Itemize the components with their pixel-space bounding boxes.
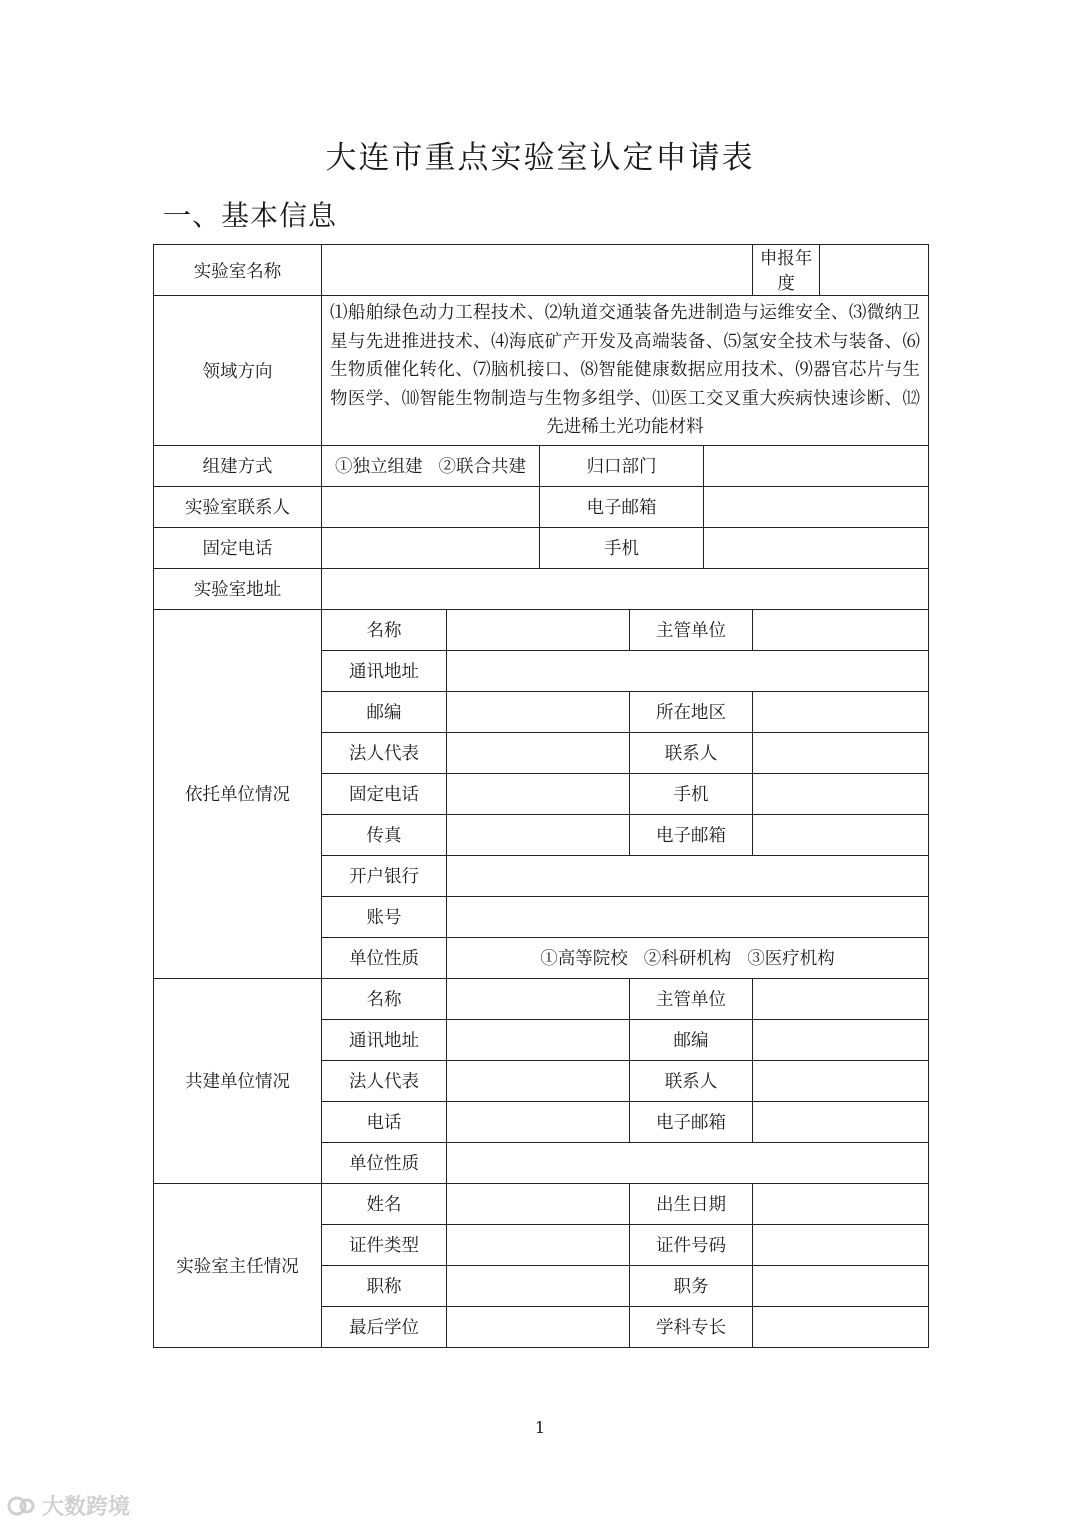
input-cobuild-phone[interactable] [447, 1101, 630, 1142]
label-host-postcode: 邮编 [322, 691, 447, 732]
input-host-name[interactable] [447, 609, 630, 650]
option-independent[interactable]: ①独立组建 [335, 457, 423, 477]
input-director-degree[interactable] [447, 1306, 630, 1347]
input-cobuild-email[interactable] [753, 1101, 929, 1142]
label-dept: 归口部门 [540, 445, 704, 486]
label-director-title: 职称 [322, 1265, 447, 1306]
label-host-bank: 开户银行 [322, 855, 447, 896]
label-host-email: 电子邮箱 [630, 814, 753, 855]
label-host-section: 依托单位情况 [154, 609, 322, 978]
host-nature-options [447, 937, 929, 978]
label-lab-contact: 实验室联系人 [154, 486, 322, 527]
label-cobuild-email: 电子邮箱 [630, 1101, 753, 1142]
label-host-phone: 固定电话 [322, 773, 447, 814]
label-email: 电子邮箱 [540, 486, 704, 527]
label-cobuild-name: 名称 [322, 978, 447, 1019]
label-director-id-number: 证件号码 [630, 1224, 753, 1265]
label-cobuild-legal-rep: 法人代表 [322, 1060, 447, 1101]
input-host-phone[interactable] [447, 773, 630, 814]
label-cobuild-authority: 主管单位 [630, 978, 753, 1019]
input-dept[interactable] [704, 445, 929, 486]
label-host-fax: 传真 [322, 814, 447, 855]
input-director-id-number[interactable] [753, 1224, 929, 1265]
input-phone[interactable] [322, 527, 540, 568]
label-host-name: 名称 [322, 609, 447, 650]
input-host-account[interactable] [447, 896, 929, 937]
input-host-address[interactable] [447, 650, 929, 691]
input-cobuild-postcode[interactable] [753, 1019, 929, 1060]
input-email[interactable] [704, 486, 929, 527]
label-lab-name: 实验室名称 [154, 245, 322, 296]
watermark [6, 1490, 130, 1521]
section-heading: 一、基本信息 [163, 199, 338, 232]
build-mode-options [322, 445, 540, 486]
watermark-text: 大数跨境 [42, 1495, 131, 1520]
option-medical-institution[interactable]: ③医疗机构 [747, 949, 835, 969]
option-research-institute[interactable]: ②科研机构 [643, 949, 732, 969]
label-cobuild-contact: 联系人 [630, 1060, 753, 1101]
label-host-legal-rep: 法人代表 [322, 732, 447, 773]
input-host-bank[interactable] [447, 855, 929, 896]
label-director-name: 姓名 [322, 1183, 447, 1224]
option-university[interactable]: ①高等院校 [540, 949, 628, 969]
input-host-authority[interactable] [753, 609, 929, 650]
input-lab-contact[interactable] [322, 486, 540, 527]
label-phone: 固定电话 [154, 527, 322, 568]
input-host-legal-rep[interactable] [447, 732, 630, 773]
watermark-logo-icon [6, 1495, 36, 1517]
page-number: 1 [534, 1418, 546, 1437]
label-cobuild-address: 通讯地址 [322, 1019, 447, 1060]
label-host-address: 通讯地址 [322, 650, 447, 691]
label-host-nature: 单位性质 [322, 937, 447, 978]
input-lab-name[interactable] [322, 245, 753, 296]
label-host-region: 所在地区 [630, 691, 753, 732]
input-cobuild-address[interactable] [447, 1019, 630, 1060]
option-joint[interactable]: ②联合共建 [438, 457, 526, 477]
input-cobuild-nature[interactable] [447, 1142, 929, 1183]
input-director-position[interactable] [753, 1265, 929, 1306]
label-report-year: 申报年度 [753, 245, 820, 296]
label-director-birth: 出生日期 [630, 1183, 753, 1224]
field-direction-options: ⑴船舶绿色动力工程技术、⑵轨道交通装备先进制造与运维安全、⑶微纳卫星与先进推进技术、⑷海底矿产开发及高端装备、⑸氢安全技术与装备、⑹生物质催化转化、⑺脑机接口、⑻智能健康数据应用技术、⑼器官芯片与生物医学、⑽智能生物制造与生物多组学、⑾医工交叉重大疾病快速诊断、⑿先进稀土光功能材料 [322, 296, 929, 446]
document-title: 大连市重点实验室认定申请表 [325, 140, 755, 176]
input-host-postcode[interactable] [447, 691, 630, 732]
label-mobile: 手机 [540, 527, 704, 568]
input-host-region[interactable] [753, 691, 929, 732]
label-host-contact: 联系人 [630, 732, 753, 773]
input-cobuild-authority[interactable] [753, 978, 929, 1019]
input-cobuild-name[interactable] [447, 978, 630, 1019]
input-cobuild-legal-rep[interactable] [447, 1060, 630, 1101]
label-director-specialty: 学科专长 [630, 1306, 753, 1347]
input-host-email[interactable] [753, 814, 929, 855]
label-cobuild-postcode: 邮编 [630, 1019, 753, 1060]
label-cobuild-phone: 电话 [322, 1101, 447, 1142]
input-lab-address[interactable] [322, 568, 929, 609]
label-field-direction: 领域方向 [154, 296, 322, 446]
input-cobuild-contact[interactable] [753, 1060, 929, 1101]
label-director-position: 职务 [630, 1265, 753, 1306]
input-director-birth[interactable] [753, 1183, 929, 1224]
application-form-table [153, 244, 929, 1348]
input-host-contact[interactable] [753, 732, 929, 773]
label-host-mobile: 手机 [630, 773, 753, 814]
label-build-mode: 组建方式 [154, 445, 322, 486]
label-director-degree: 最后学位 [322, 1306, 447, 1347]
input-host-fax[interactable] [447, 814, 630, 855]
label-cobuild-section: 共建单位情况 [154, 978, 322, 1183]
label-cobuild-nature: 单位性质 [322, 1142, 447, 1183]
input-director-id-type[interactable] [447, 1224, 630, 1265]
label-director-section: 实验室主任情况 [154, 1183, 322, 1347]
input-director-title[interactable] [447, 1265, 630, 1306]
label-host-authority: 主管单位 [630, 609, 753, 650]
input-director-name[interactable] [447, 1183, 630, 1224]
input-director-specialty[interactable] [753, 1306, 929, 1347]
label-lab-address: 实验室地址 [154, 568, 322, 609]
input-report-year[interactable] [820, 245, 929, 296]
input-mobile[interactable] [704, 527, 929, 568]
input-host-mobile[interactable] [753, 773, 929, 814]
label-host-account: 账号 [322, 896, 447, 937]
label-director-id-type: 证件类型 [322, 1224, 447, 1265]
